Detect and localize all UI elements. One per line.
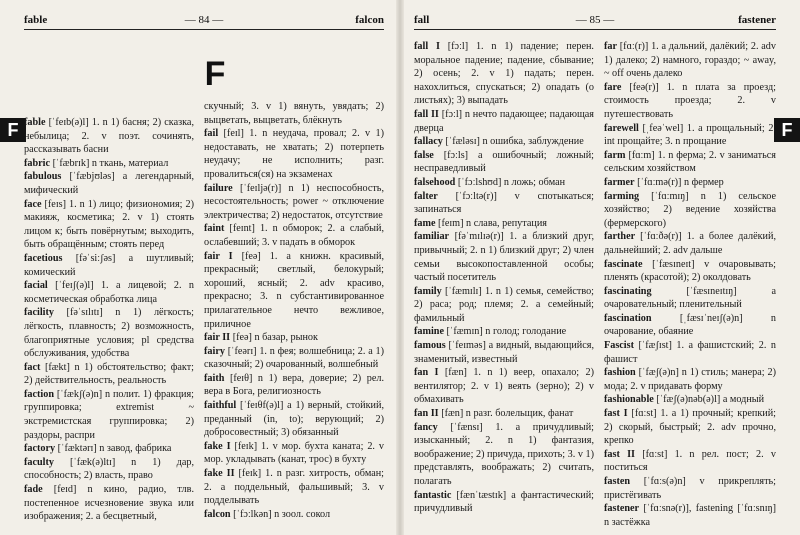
running-head-left [24, 14, 384, 28]
entry-definition: скучный; 3. v 1) вянуть, увядать; 2) выцветать, выцветать, блёкнуть [204, 101, 384, 126]
dictionary-entry [204, 508, 384, 522]
dictionary-entry [204, 100, 384, 127]
dictionary-entry [414, 339, 594, 366]
dictionary-entry [414, 407, 594, 421]
entry-headword: failure [204, 182, 233, 194]
entry-headword: farmer [604, 176, 635, 188]
dictionary-entry [604, 176, 776, 190]
entry-definition: [feɪm] n слава, репутация [435, 217, 547, 229]
dictionary-entry [604, 285, 776, 312]
entry-headword: fashion [604, 367, 636, 379]
entry-definition: [ˈfækʃ(ə)n] n полит. 1) фракция; группировка; extremist ~ экстремистская группировка; 2) раздоры, распри [24, 388, 194, 441]
entry-headword: fame [414, 217, 436, 229]
dictionary-entry [204, 222, 384, 249]
thumb-index-tab: F [774, 118, 800, 142]
dictionary-entry [604, 40, 776, 81]
dictionary-entry [414, 40, 594, 108]
entry-definition: [feɪk] 1. v мор. бухта каната; 2. v мор. укладывать (канат, трос) в бухту [204, 440, 384, 466]
entry-headword: fable [24, 117, 46, 128]
dictionary-entry [24, 252, 194, 279]
entry-headword: fastener [604, 503, 640, 515]
entry-definition: [ˈfɑːs(ə)n] v прикреплять; пристёгивать [604, 476, 776, 501]
entry-headword: fair II [204, 332, 231, 344]
entry-definition: [feɪk] 1. n разг. хитрость, обман; 2. a поддельный, фальшивый; 3. v подделывать [204, 468, 384, 507]
entry-headword: falter [414, 190, 438, 202]
entry-headword: fascinate [604, 258, 643, 270]
entry-definition: [ˈfæmɪn] n голод; голодание [444, 326, 567, 338]
book-gutter [396, 0, 404, 535]
entry-definition: [feɪθ] n 1) вера, доверие; 2) рел. вера в Бога, религиозность [204, 372, 384, 398]
dictionary-entry [204, 331, 384, 345]
entry-definition: [ˈfɑːmɪŋ] n 1) сельское хозяйство; 2) ведение хозяйства (фермерского) [604, 190, 776, 229]
entry-definition: [fæn] 1. n 1) веер, опахало; 2) вентилятор; 2. v 1) веять (зерно); 2) v обмахивать [414, 367, 594, 406]
left-page [0, 0, 396, 535]
dictionary-entry [24, 198, 194, 252]
dictionary-entry [204, 127, 384, 181]
entry-headword: fare [604, 81, 622, 93]
entry-headword: fast I [604, 408, 628, 420]
entry-definition: [ˈfæləsɪ] n ошибка, заблуждение [442, 136, 584, 148]
dictionary-entry [604, 149, 776, 176]
entry-definition: [feɪs] 1. n 1) лицо; физиономия; 2) макияж, косметика; 2. v 1) стоять лицом к; быть повёрнутым; выходить, быть обращённым; стоять перед [24, 198, 194, 251]
entry-definition: [fɑː(r)] 1. a дальний, далёкий; 2. adv 1) далеко; 2) намного, гораздо; ~ away, ~ off очень далеко [604, 41, 776, 80]
entry-definition: [ˈfɔːlshʊd] n ложь; обман [455, 176, 566, 188]
entry-headword: farther [604, 231, 636, 243]
entry-definition: [ˈfæbrɪk] n ткань, материал [50, 157, 169, 169]
entry-definition: [ˈfæbjʊləs] a легендарный, мифический [24, 171, 194, 196]
dictionary-entry [204, 250, 384, 332]
entry-headword: fair I [204, 250, 233, 262]
dictionary-entry [24, 116, 194, 157]
dictionary-entry [604, 366, 776, 393]
header-guide-word-last: fastener [738, 14, 776, 26]
entry-definition: [fæn] n разг. болельщик, фанат [438, 408, 574, 420]
entry-definition: [ˈfæmɪlɪ] 1. n 1) семья, семейство; 2) раса; род; племя; 2. a семейный; фамильный [414, 285, 594, 324]
dictionary-entry [414, 190, 594, 217]
entry-definition: [ˌfæsɪˈneɪʃ(ə)n] n очарование, обаяние [604, 312, 776, 338]
dictionary-entry [604, 448, 776, 475]
entry-definition: [ˈfeɪθf(ə)l] a 1) верный, стойкий, преданный (in, to); верующий; 2) добросовестный; 3) обязанный [204, 400, 384, 439]
entry-headword: fade [24, 484, 43, 496]
header-rule [24, 29, 384, 30]
header-guide-word-first: fable [24, 14, 48, 26]
entry-definition: [ˈfeɪb(ə)l] 1. n 1) басня; 2) сказка, небылица; 2. v поэт. сочинять, рассказывать басни [24, 117, 194, 156]
dictionary-entry [204, 467, 384, 508]
dictionary-entry [604, 122, 776, 149]
entry-headword: fact [24, 361, 41, 373]
entry-definition: [fɔːl] n нечто падающее; падающая дверца [414, 108, 594, 134]
dictionary-entry [24, 170, 194, 197]
entry-headword: facetious [24, 252, 63, 264]
entry-column [414, 40, 594, 531]
entry-headword: familiar [414, 231, 450, 243]
entry-headword: fake II [204, 468, 235, 480]
dictionary-entry [414, 366, 594, 407]
entry-definition: [fænˈtæstɪk] a фантастический; причудливый [414, 489, 594, 515]
entry-headword: fallacy [414, 136, 443, 148]
entry-headword: fall II [414, 108, 439, 120]
page-number: — 84 — [184, 14, 224, 26]
entry-headword: fairy [204, 345, 225, 357]
entry-headword: famous [414, 340, 446, 352]
entry-definition: [ˈfæʃɪst] 1. a фашистский; 2. n фашист [604, 340, 776, 365]
entry-definition: [feɪl] 1. n неудача, провал; 2. v 1) недоставать, не хватать; 2) потерпеть неудачу; не исполнить; разг. провалиться(ся) на экзаменах [204, 128, 384, 180]
entry-definition: [ˈfeɪljə(r)] n 1) неспособность, несостоятельность; power ~ отключение электричества; 2) недостаток, отсутствие [204, 182, 384, 221]
entry-column [24, 116, 194, 531]
entry-definition: [feə] 1. a книжн. красивый, прекрасный; светлый, белокурый; хороший, ясный; 2. adv красиво, прекрасно; 3. n субстантивированное прилагательное нечто вежливое, приличное [204, 250, 384, 330]
entry-definition: [ˈfeɪʃ(ə)l] 1. a лицевой; 2. n косметическая обработка лица [24, 280, 194, 305]
dictionary-entry [204, 182, 384, 223]
entry-headword: facial [24, 280, 48, 292]
entry-definition: [ˈfæsɪneɪtɪŋ] a очаровательный; пленительный [604, 285, 776, 311]
entry-definition: [ˈfɔːltə(r)] v спотыкаться; запинаться [414, 190, 594, 216]
entry-headword: fashionable [604, 394, 654, 406]
entry-headword: faith [204, 372, 225, 384]
entry-headword: farming [604, 190, 640, 202]
dictionary-entry [414, 325, 594, 339]
dictionary-entry [204, 399, 384, 440]
page-number: — 85 — [575, 14, 615, 26]
dictionary-entry [24, 456, 194, 483]
entry-headword: faculty [24, 456, 54, 468]
entry-headword: famine [414, 326, 444, 338]
dictionary-entry [414, 421, 594, 489]
entry-definition: [fəˈsiːʃəs] a шутливый; комический [24, 252, 194, 278]
entry-definition: [fɑːst] 1. n рел. пост; 2. v поститься [604, 448, 776, 474]
entry-headword: fabulous [24, 171, 62, 183]
entry-definition: [fækt] n 1) обстоятельство; факт; 2) действительность, реальность [24, 361, 194, 387]
entry-headword: falcon [204, 508, 231, 520]
entry-definition: [ˈfɑːðə(r)] 1. a более далёкий, дальнейший; 2. adv дальше [604, 231, 776, 256]
entry-definition: [feə] n базар, рынок [230, 332, 318, 344]
entry-headword: fall I [414, 41, 440, 52]
running-head-right [414, 14, 776, 28]
dictionary-entry [604, 312, 776, 339]
dictionary-entry [604, 339, 776, 366]
entry-headword: fail [204, 128, 219, 140]
entry-headword: fascination [604, 312, 652, 324]
entry-headword: fan II [414, 408, 439, 420]
entry-definition: [ˈfænsɪ] 1. a причудливый; изысканный; 2. n 1) фантазия, воображение; 2) причуда, прихоть; 3. v 1) представлять, воображать; 2) считать, полагать [414, 421, 594, 487]
entry-headword: fantastic [414, 489, 452, 501]
entry-definition: [ˈfæk(ə)ltɪ] n 1) дар, способность; 2) власть, право [24, 456, 194, 482]
dictionary-entry [24, 388, 194, 442]
dictionary-entry [24, 157, 194, 171]
entry-definition: [ˈfɔːlkən] n зоол. сокол [230, 508, 331, 520]
entry-definition: [fəˈmɪlɪə(r)] 1. a близкий друг, привычный; 2. n 1) близкий друг; 2) член семьи высокопоставленной особы; частый посетитель [414, 231, 594, 284]
entry-definition: [ˌfeəˈwel] 1. a прощальный; 2. int прощайте; 3. n прощание [604, 122, 776, 148]
dictionary-entry [414, 108, 594, 135]
entry-headword: faction [24, 388, 54, 400]
entry-definition: [fɑːst] 1. a 1) прочный; крепкий; 2) скорый, быстрый; 2. adv прочно, крепко [604, 408, 776, 447]
dictionary-entry [604, 407, 776, 448]
dictionary-entry [414, 217, 594, 231]
dictionary-entry [604, 81, 776, 122]
entry-headword: farm [604, 149, 626, 161]
dictionary-entry [24, 279, 194, 306]
dictionary-entry [24, 483, 194, 524]
dictionary-entry [24, 306, 194, 360]
entry-headword: facility [24, 307, 54, 319]
entry-definition: [feɪnt] 1. n обморок; 2. a слабый, ослабевший; 3. v падать в обморок [204, 223, 384, 248]
entry-headword: false [414, 149, 434, 161]
dictionary-entry [604, 393, 776, 407]
entry-headword: fake I [204, 440, 231, 452]
entry-headword: fast II [604, 448, 635, 460]
dictionary-entry [604, 475, 776, 502]
entry-definition: [fɔːl] 1. n 1) падение; перен. моральное падение; падение, сбывание; 2) осень; 2. v 1) падать; перен. нахохлиться, спускаться; 2) опадать (о листьях); 3) выпадать [414, 41, 594, 107]
entry-headword: falsehood [414, 176, 456, 188]
dictionary-entry [204, 372, 384, 399]
dictionary-entry [604, 258, 776, 285]
entry-column [604, 40, 776, 531]
entry-definition: [ˈfeɪməs] a видный, выдающийся, знаменитый, известный [414, 340, 594, 365]
entry-headword: fabric [24, 157, 51, 169]
entry-headword: far [604, 41, 618, 52]
dictionary-entry [414, 285, 594, 326]
entry-headword: farewell [604, 122, 639, 134]
entry-definition: [ˈfæʃ(ə)n] n 1) стиль; манера; 2) мода; 2. v придавать форму [604, 367, 776, 392]
entry-headword: face [24, 198, 42, 210]
entry-headword: faint [204, 223, 225, 235]
entry-headword: factory [24, 443, 56, 455]
dictionary-entry [604, 502, 776, 529]
thumb-index-tab: F [0, 118, 26, 142]
entry-headword: fasten [604, 476, 631, 487]
dictionary-entry [414, 489, 594, 516]
entry-column [204, 100, 384, 531]
entry-headword: fascinating [604, 285, 652, 297]
dictionary-entry [204, 345, 384, 372]
entry-headword: fancy [414, 421, 438, 433]
dictionary-entry [414, 176, 594, 190]
entry-headword: fan I [414, 367, 439, 379]
entry-definition: [fəˈsɪlɪtɪ] n 1) лёгкость; лёгкость, плавность; 2) возможность, благоприятные условия; pl средства обслуживания, удобства [24, 307, 194, 360]
entry-definition: [ˈfeərɪ] 1. n фея; волшебница; 2. a 1) сказочный; 2) очарованный, волшебный [204, 345, 384, 371]
dictionary-entry [604, 190, 776, 231]
entry-definition: [ˈfɑːsnə(r)], fastening [ˈfɑːsnɪŋ] n застёжка [604, 503, 776, 528]
dictionary-entry [24, 442, 194, 456]
entry-definition: [feə(r)] 1. n плата за проезд; стоимость проезда; 2. v путешествовать [604, 81, 776, 120]
entry-definition: [fɔːls] a ошибочный; ложный; несправедливый [414, 149, 594, 175]
header-rule [414, 29, 776, 30]
entry-definition: [ˈfæktərɪ] n завод, фабрика [55, 443, 172, 455]
entry-headword: family [414, 285, 442, 297]
entry-definition: [ˈfɑːmə(r)] n фермер [634, 176, 724, 188]
entry-headword: faithful [204, 400, 237, 412]
dictionary-entry [414, 230, 594, 284]
header-guide-word-first: fall [414, 14, 430, 26]
entry-headword: Fascist [604, 340, 634, 352]
dictionary-entry [24, 361, 194, 388]
right-page [404, 0, 800, 535]
entry-definition: [feɪd] n кино, радио, тлв. постепенное исчезновение звука или изображения; 2. a бесцветный, [24, 484, 194, 523]
dictionary-entry [204, 440, 384, 467]
dictionary-entry [604, 230, 776, 257]
entry-definition: [ˈfæsɪneɪt] v очаровывать; пленять (красотой); 2) околдовать [604, 258, 776, 284]
section-letter: F [204, 55, 226, 93]
entry-definition: [ˈfæʃ(ə)nəb(ə)l] a модный [653, 394, 765, 406]
dictionary-entry [414, 135, 594, 149]
dictionary-entry [414, 149, 594, 176]
header-guide-word-last: falcon [355, 14, 384, 26]
entry-definition: [fɑːm] 1. n ферма; 2. v заниматься сельским хозяйством [604, 149, 776, 175]
